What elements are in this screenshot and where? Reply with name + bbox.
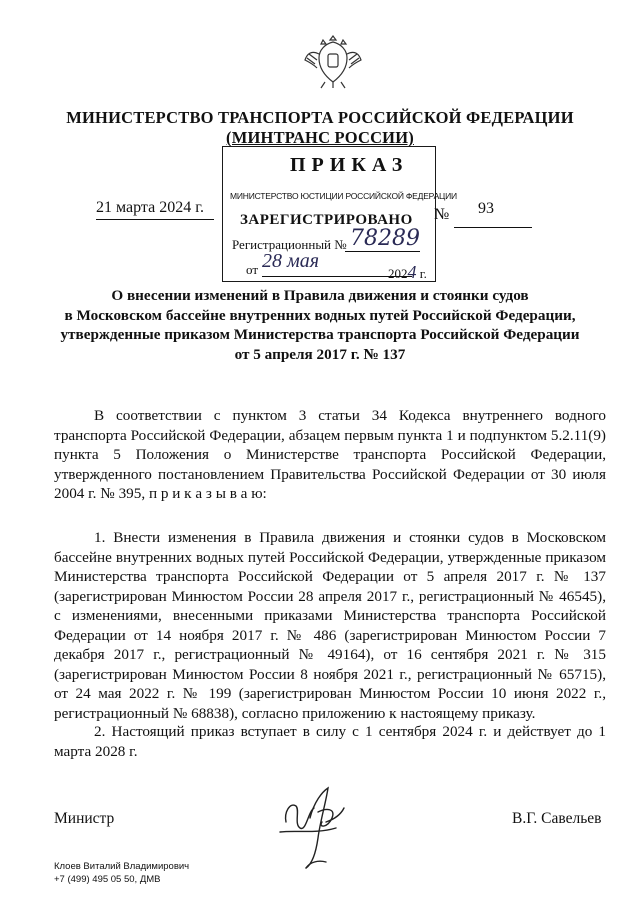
stamp-organization: МИНИСТЕРСТВО ЮСТИЦИИ РОССИЙСКОЙ ФЕДЕРАЦИИ: [230, 191, 457, 201]
stamp-from-label: от: [246, 262, 259, 277]
ministry-short-name: (МИНТРАНС РОССИИ): [226, 128, 414, 147]
stamp-status: ЗАРЕГИСТРИРОВАНО: [240, 212, 413, 228]
stamp-handwritten-date: 28 мая: [262, 250, 320, 272]
number-label: №: [434, 206, 450, 223]
stamp-reg-underline: [345, 251, 420, 252]
number-underline: [454, 227, 532, 228]
stamp-reg-number: 78289: [350, 226, 420, 251]
stamp-date-underline: [262, 276, 412, 277]
order-number: 93: [478, 200, 494, 217]
signer-position: Министр: [54, 810, 115, 827]
state-emblem-icon: [301, 28, 365, 92]
order-title: О внесении изменений в Правила движения и стоянки судов в Московском бассейне внутренних водных путей Российской Федерации, утвержденные приказом Министерства транспорта Российской Федерации от 5 апреля 2017 г. № 137: [60, 287, 580, 363]
date-underline: [96, 219, 214, 220]
handwritten-signature: [266, 772, 366, 872]
executor-info: Клоев Виталий Владимирович +7 (499) 495 05 50, ДМВ: [54, 861, 190, 885]
stamp-reg-label: Регистрационный №: [232, 237, 347, 252]
stamp-year: 2024 г.: [388, 262, 427, 282]
order-date: 21 марта 2024 г.: [96, 199, 204, 216]
document-type: ПРИКАЗ: [290, 154, 409, 176]
item-1-paragraph: 1. Внести изменения в Правила движения и стоянки судов в Московском бассейне внутренних водных путей Российской Федерации, утвержденные приказом Министерства транспорта Российской Федерации от 5 апреля 2017 г. № 137 (зарегистрирован Минюстом России 28 апреля 2017 г., регистрационный № 46545), с изменениями, внесенными приказами Министерства транспорта Российской Федерации от 14 ноября 2017 г. № 486 (зарегистрирован Минюстом России 7 декабря 2017 г., регистрационный № 49164), от 16 сентября 2021 г. № 315 (зарегистрирован Минюстом России 8 ноября 2021 г., регистрационный № 65715), от 24 мая 2022 г. № 199 (зарегистрирован Минюстом России 10 июня 2022 г., регистрационный № 68838), согласно приложению к настоящему приказу.: [54, 529, 606, 722]
item-2-paragraph: 2. Настоящий приказ вступает в силу с 1 сентября 2024 г. и действует до 1 марта 2028 г.: [54, 723, 606, 760]
basis-paragraph: В соответствии с пунктом 3 статьи 34 Кодекса внутреннего водного транспорта Российской Федерации, абзацем первым пункта 1 и подпунктом 5.2.11(9) пункта 5 Положения о Министерстве транспорта Российской Федерации, утвержденного постановлением Правительства Российской Федерации от 30 июля 2004 г. № 395, п р и к а з ы в а ю:: [54, 407, 606, 502]
ministry-name: МИНИСТЕРСТВО ТРАНСПОРТА РОССИЙСКОЙ ФЕДЕРАЦИИ: [66, 108, 574, 127]
signer-name: В.Г. Савельев: [512, 810, 602, 827]
